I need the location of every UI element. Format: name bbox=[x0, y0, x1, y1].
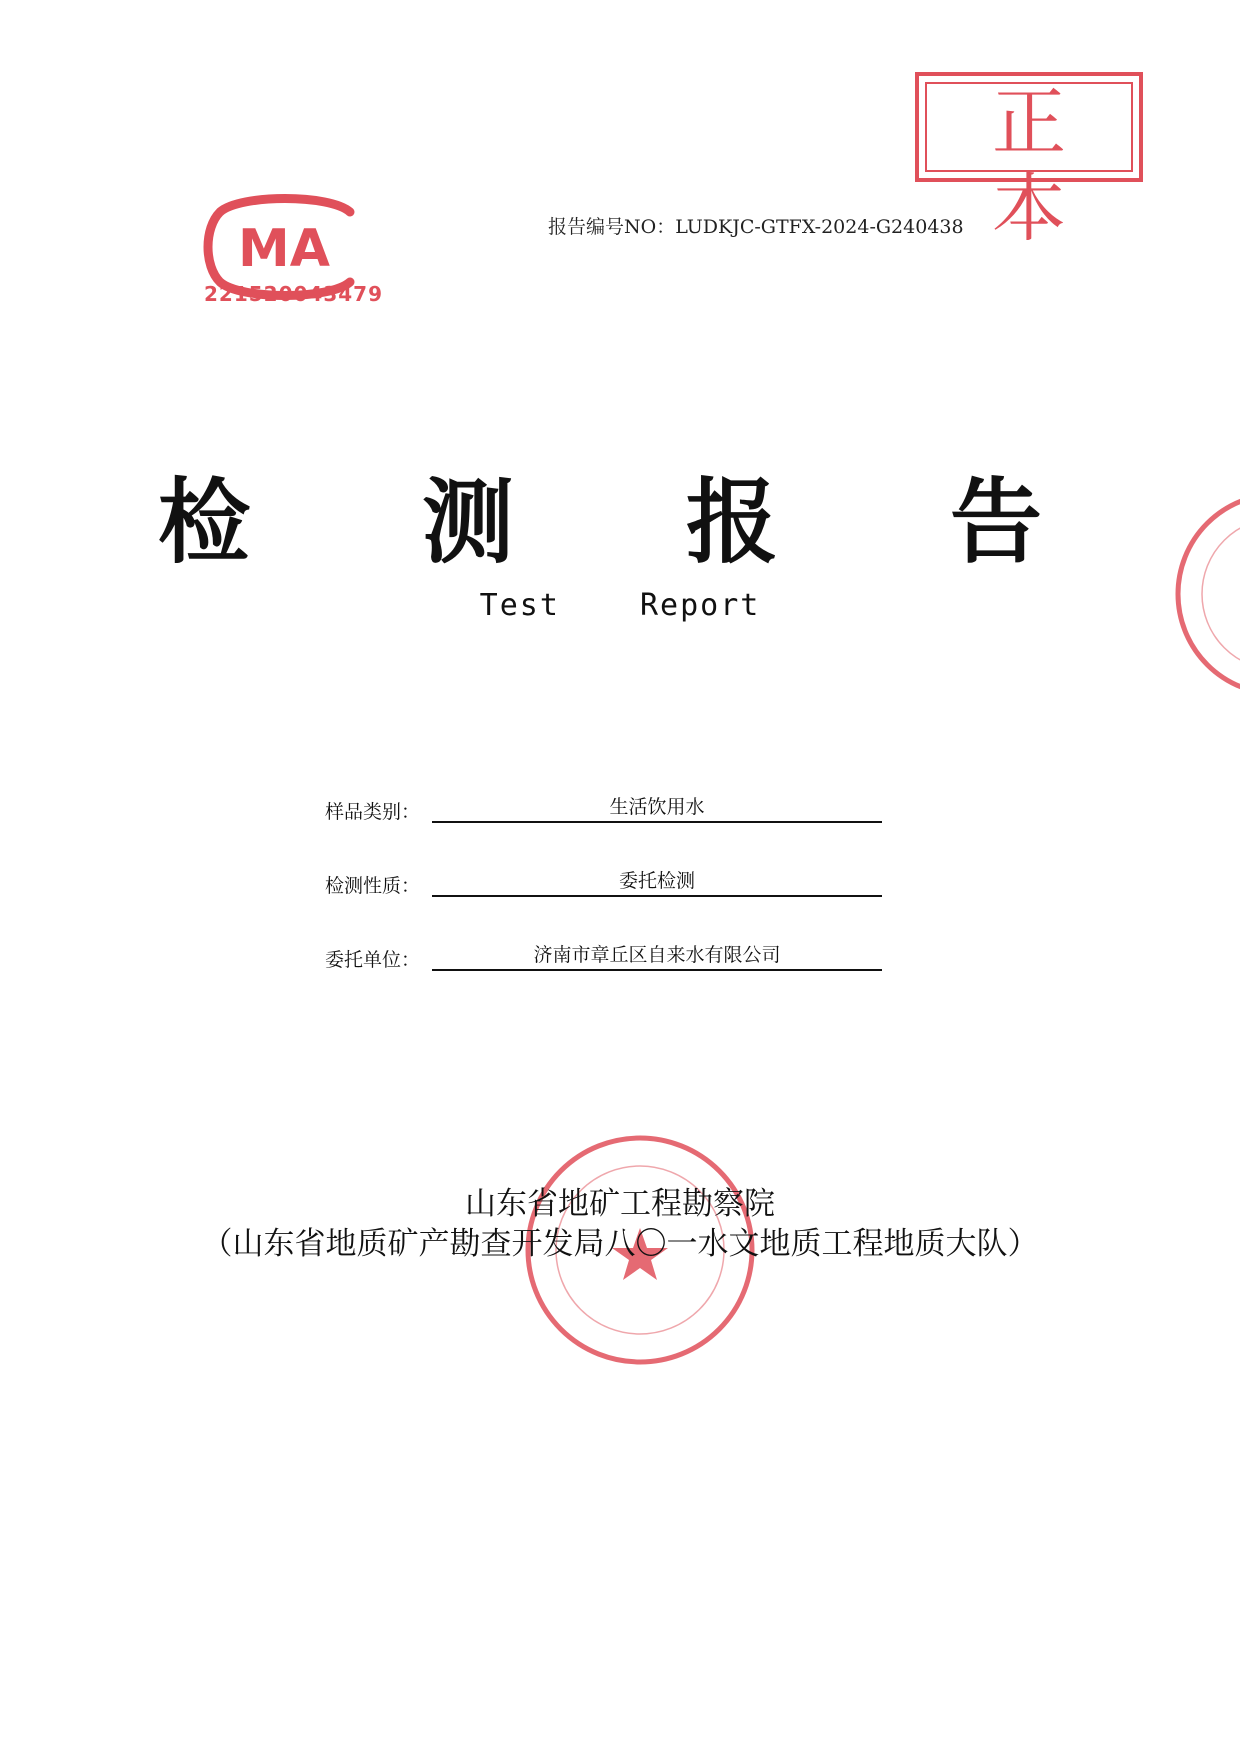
report-title-en: Test Report bbox=[479, 588, 761, 623]
report-title-cn: 检 测 报 告 bbox=[157, 469, 1113, 576]
organization-name: 山东省地矿工程勘察院 bbox=[465, 1186, 775, 1222]
edge-seal-icon bbox=[1168, 484, 1240, 704]
sample-category-label: 样品类别： bbox=[325, 801, 421, 823]
organization-alt-name: （山东省地质矿产勘查开发局八〇一水文地质工程地质大队） bbox=[201, 1226, 1039, 1262]
client-label: 委托单位： bbox=[325, 949, 421, 971]
client-value: 济南市章丘区自来水有限公司 bbox=[432, 943, 882, 971]
original-copy-stamp bbox=[915, 72, 1143, 252]
cma-certificate-code: 221520043479 bbox=[204, 282, 383, 306]
original-copy-stamp-text: 正本 bbox=[992, 80, 1100, 252]
test-type-value: 委托检测 bbox=[432, 869, 882, 897]
report-number: 报告编号NO：LUDKJC-GTFX-2024-G240438 bbox=[548, 216, 964, 238]
cma-logo-text: MA bbox=[238, 219, 330, 279]
test-type-label: 检测性质： bbox=[325, 875, 421, 897]
sample-category-value: 生活饮用水 bbox=[432, 795, 882, 823]
